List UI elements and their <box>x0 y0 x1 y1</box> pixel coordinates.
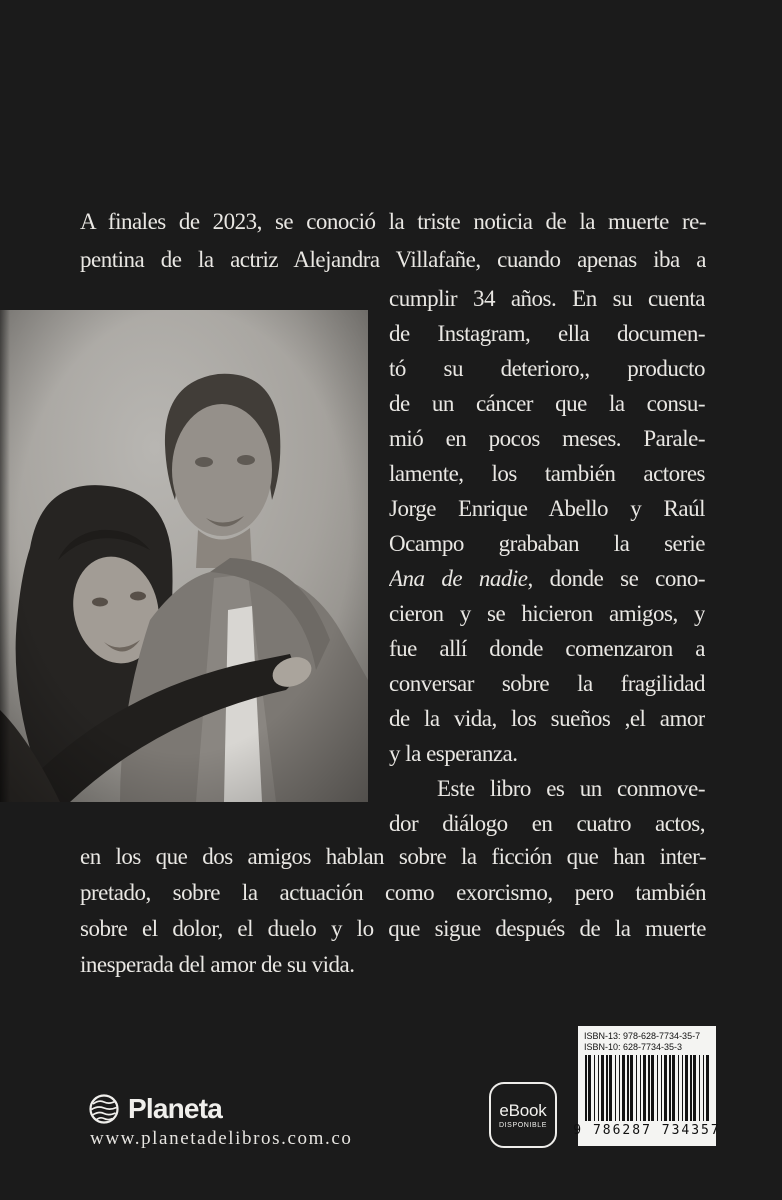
authors-photo <box>0 310 368 802</box>
blurb-line: Este libro es un conmove- <box>437 776 705 801</box>
blurb-line: pretado, sobre la actuación como exorcismo, pero también <box>80 880 706 905</box>
blurb-line-rest: , donde se cono- <box>527 566 705 591</box>
blurb-column <box>389 281 705 841</box>
blurb-paragraph-bottom <box>80 839 706 983</box>
blurb-paragraph-top <box>80 203 706 279</box>
blurb-line-series-title <box>389 561 705 596</box>
blurb-line: cieron y se hicieron amigos, y <box>389 601 705 626</box>
blurb-line: de la vida, los sueños ,el amor <box>389 706 705 731</box>
authors-photo-image <box>0 310 368 802</box>
blurb-line: A finales de 2023, se conoció la triste noticia de la muerte re- <box>80 209 706 234</box>
blurb-line: lamente, los también actores <box>389 461 705 486</box>
blurb-line: mió en pocos meses. Parale- <box>389 426 705 451</box>
blurb-line: cumplir 34 años. En su cuenta <box>389 286 705 311</box>
barcode-number: 9 786287 734357 <box>573 1123 721 1138</box>
blurb-line: Jorge Enrique Abello y Raúl <box>389 496 705 521</box>
ebook-sublabel: DISPONIBLE <box>498 1121 547 1129</box>
blurb-line: dor diálogo en cuatro actos, <box>389 811 705 836</box>
blurb-line: tó su deterioro,, producto <box>389 356 705 381</box>
blurb-line: de Instagram, ella documen- <box>389 321 705 346</box>
blurb-line: en los que dos amigos hablan sobre la ficción que han inter- <box>80 844 706 869</box>
planeta-globe-icon <box>88 1093 120 1125</box>
isbn10-text: ISBN-10: 628-7734-35-3 <box>584 1041 683 1052</box>
ebook-label: eBook <box>499 1100 547 1120</box>
barcode-bars <box>585 1055 709 1121</box>
blurb-line: de un cáncer que la consu- <box>389 391 705 416</box>
isbn-box <box>573 1026 721 1146</box>
isbn13-text: ISBN-13: 978-628-7734-35-7 <box>584 1031 701 1041</box>
blurb-line: sobre el dolor, el duelo y lo que sigue después de la muerte <box>80 916 706 941</box>
blurb-line: inesperada del amor de su vida. <box>80 952 355 977</box>
series-title-italic: Ana de nadie <box>389 566 528 591</box>
blurb-line: y la esperanza. <box>389 741 518 766</box>
ebook-badge <box>489 1082 557 1148</box>
blurb-line: conversar sobre la fragilidad <box>389 671 705 696</box>
planeta-wordmark: Planeta <box>128 1093 222 1124</box>
blurb-line: pentina de la actriz Alejandra Villafañe, cuando apenas iba a <box>80 247 706 272</box>
blurb-line: fue allí donde comenzaron a <box>389 636 705 661</box>
publisher-url: www.planetadelibros.com.co <box>90 1128 353 1149</box>
blurb-line: Ocampo grababan la serie <box>389 531 705 556</box>
planeta-logo <box>88 1092 222 1126</box>
